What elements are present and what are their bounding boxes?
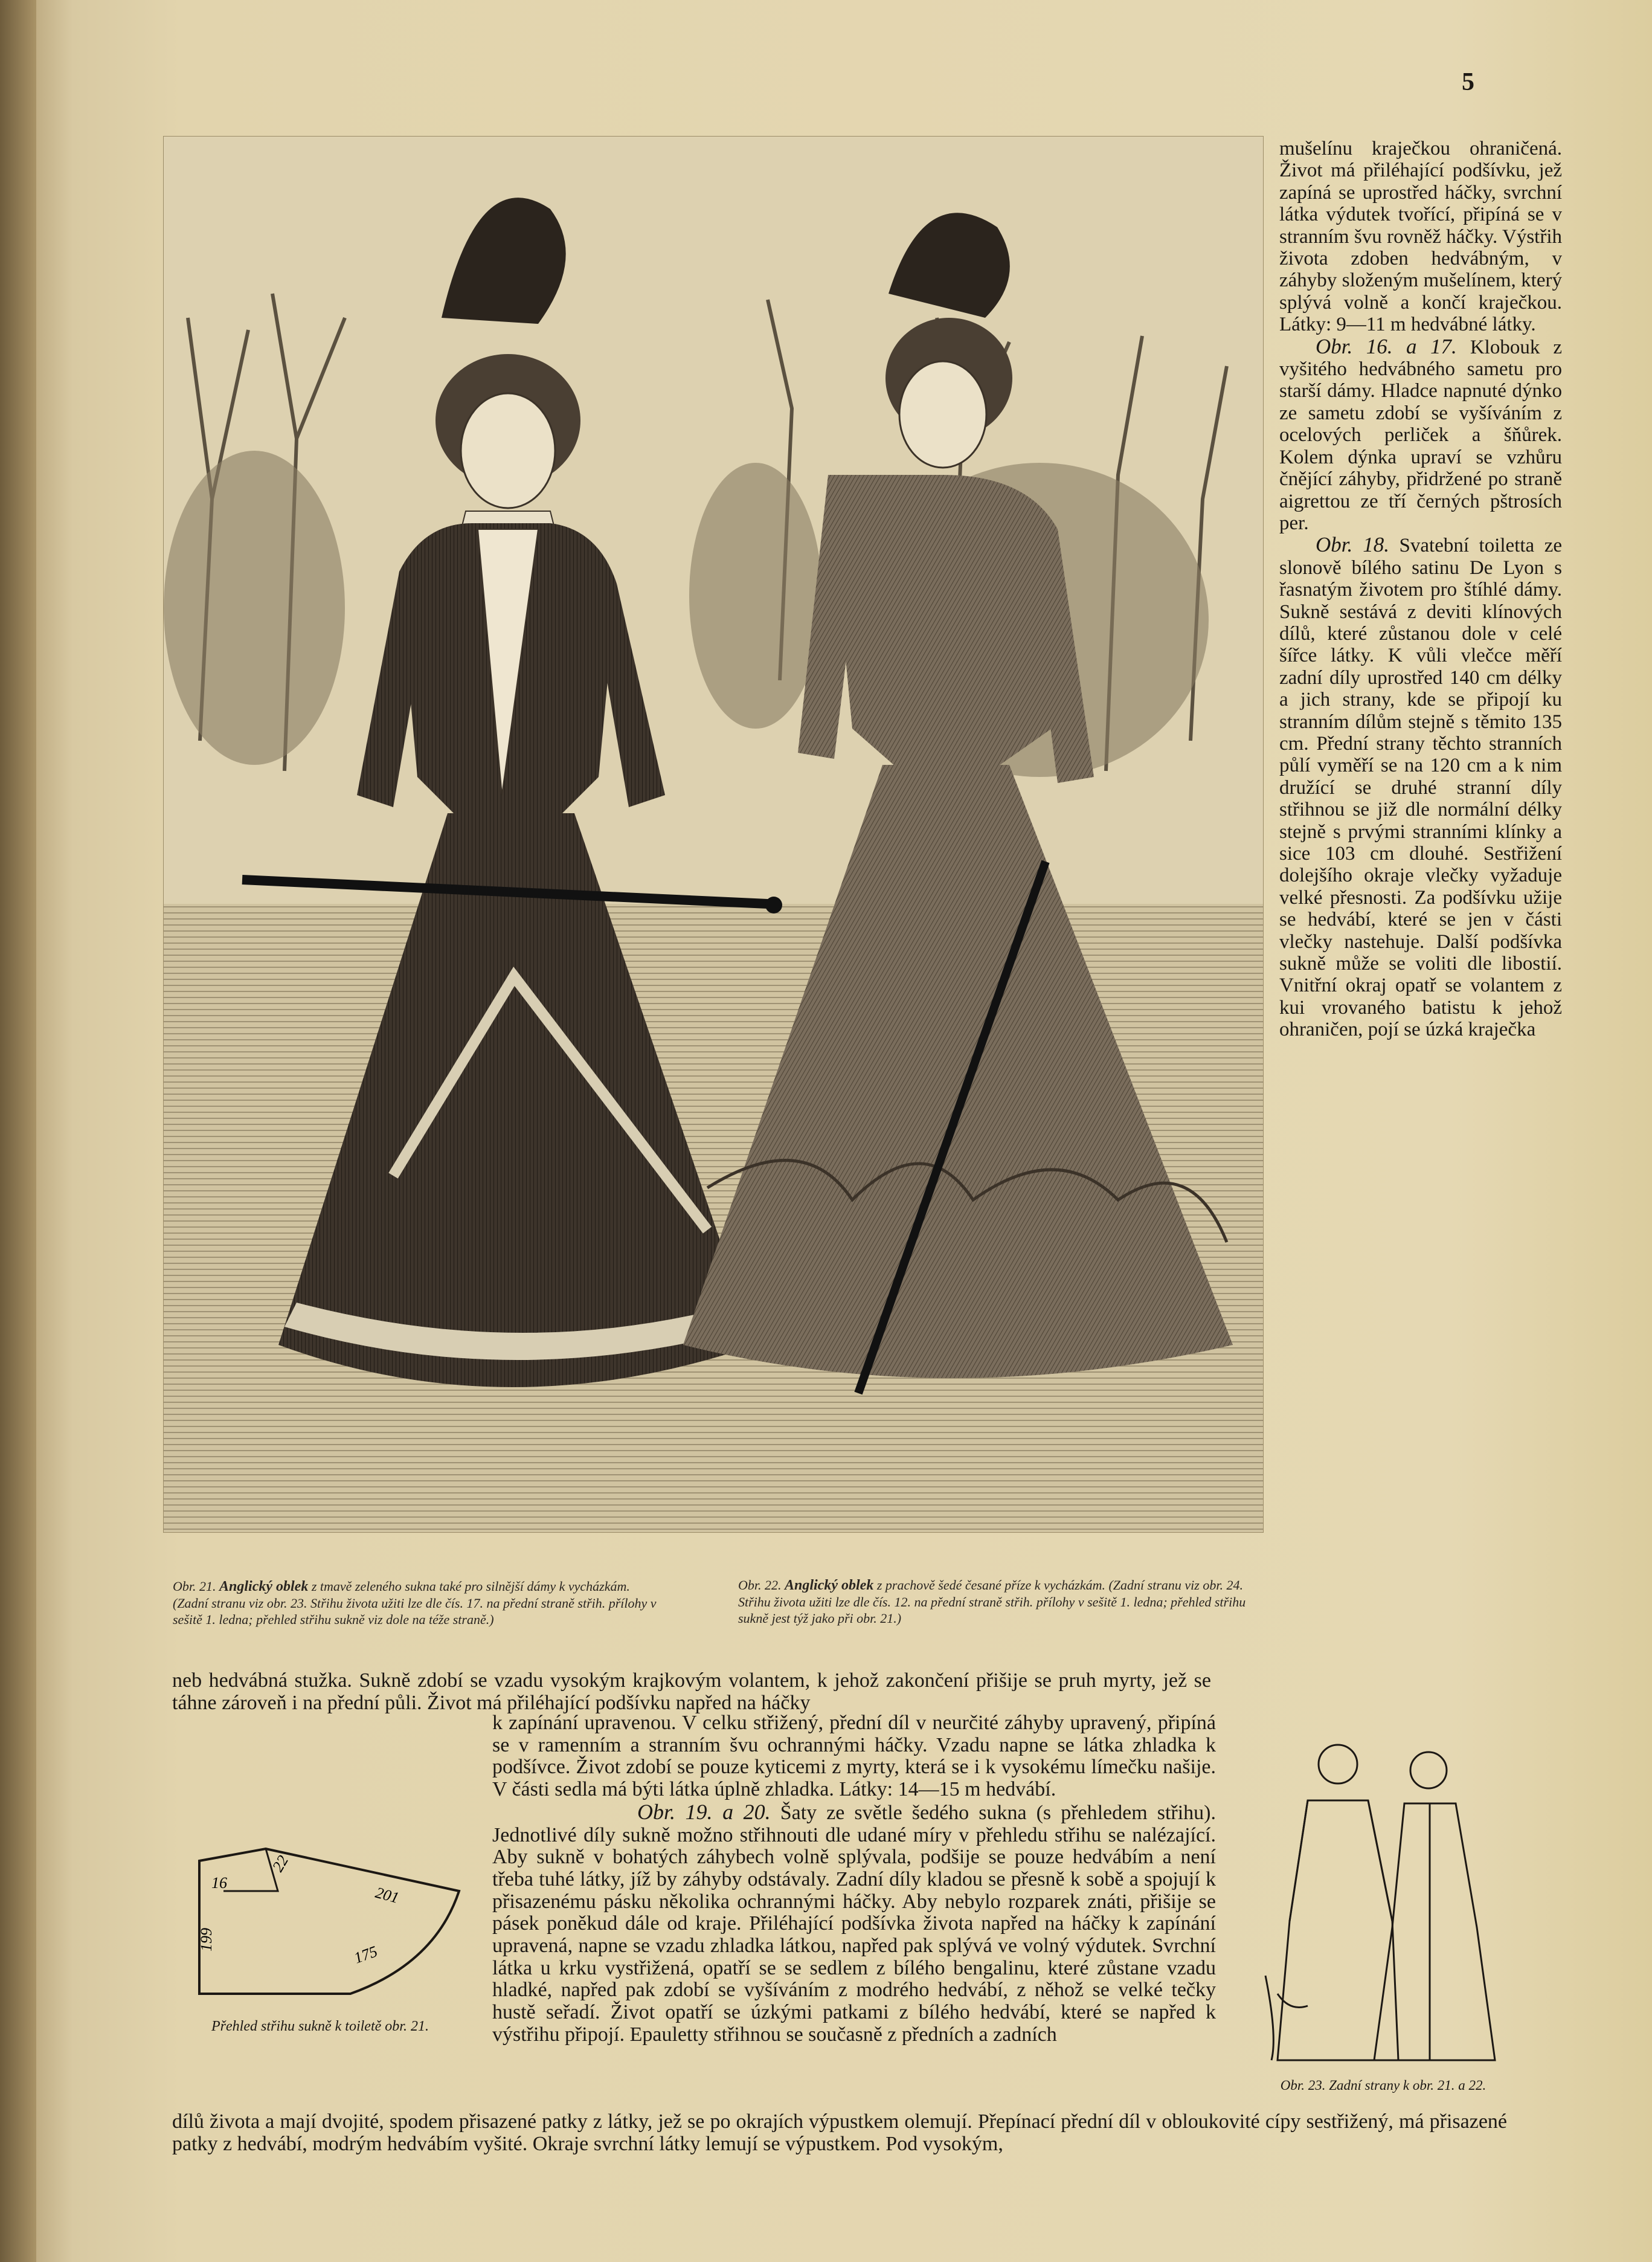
caption-text: z prachově šedé česané příze k vycházkám. (Zadní stranu viz obr. 24. Střihu života užiti lze dle čís. 12. na přední straně střih. přílohy v sešitě 1. ledna; přehled střihu sukně jest týž jako při obr. 21.) [738,1577,1246,1626]
side-paragraph-2: Klobouk z vyšitého hedvábného sametu pro starší dámy. Hladce napnuté dýnko ze sametu zdobí se vyšíváním z ocelových perliček a šňůrek. Kolem dýnka upraví se vzhůru čnějící záhyby, přidržené po straně aigrettou ze tří černých pštrosích per. [1279,336,1562,534]
pattern-label: 16 [211,1874,227,1892]
figure-reference: Obr. 19. a 20. [637,1799,771,1824]
figure-reference: Obr. 18. [1316,533,1390,557]
pattern-label: 201 [373,1883,401,1907]
page-number: 5 [1462,68,1474,96]
indented-paragraph-1: k zapínání upravenou. V celku střižený, přední díl v neurčité záhyby upravený, připíná se v ramenním a stranním švu ochrannými háčky. Vzadu napne se látka zhladka k podšívce. Život zdobí se pouze kyticemi z myrty, která se i k vysokému límečku našije. V části sedla má býti látka úplně zhladka. Látky: 14—15 m hedvábí. [492,1712,1216,1801]
caption-lead: Obr. 22. [738,1577,782,1593]
caption-title: Anglický oblek [785,1577,874,1593]
caption-lead: Obr. 21. [173,1579,216,1594]
side-paragraph-1: mušelínu kraječkou ohraničená. Život má přiléhající podšívku, jež zapíná se uprostřed háčky, svrchní látka výdutek tvořící, připíná se v stranním švu rovněž háčky. Výstřih života zdoben hedvábným, v záhyby složeným mušelínem, který splývá volně a končí kraječkou. Látky: 9—11 m hedvábné látky. [1279,138,1562,336]
back-view-illustration [1253,1722,1507,2066]
pattern-caption: Přehled střihu sukně k toiletě obr. 21. [211,2019,429,2034]
figure-reference: Obr. 16. a 17. [1316,334,1457,358]
pattern-label: 175 [352,1942,380,1967]
main-text-indented [492,1712,1216,2046]
page-gutter [0,0,36,2262]
fashion-plate-illustration [163,136,1264,1533]
side-column-text [1279,138,1562,1041]
side-paragraph-3: Svatební toiletta ze slonově bílého satinu De Lyon s řasnatým životem pro štíhlé dámy. Sukně sestává z deviti klínových dílů, které zůstanou dole v celé šířce látky. K vůli vlečce měří zadní díly uprostřed 140 cm délky a jich strany, kde se připojí ku stranním dílům stejně s těmito 135 cm. Přední strany těchto stranních půlí vyměří se na 120 cm a k nim družící se druhé stranní díly střihnou se již dle normální délky stejně s prvými stranními klínky a sice 103 cm dlouhé. Sestřižení dolejšího okraje vlečky vyžaduje velké přesnosti. Za podšívku užije se hedvábí, které se jen v části vlečky nastehuje. Další podšívka sukně může se voliti dle libostií. Vnitřní okraj opatř se volantem z kui vrovaného batistu k jehož ohraničen, pojí se úzká kraječka [1279,535,1562,1041]
caption-figure-21 [173,1578,668,1628]
caption-figure-22 [738,1577,1258,1626]
skirt-pattern-diagram [175,1825,489,2006]
main-text-top: neb hedvábná stužka. Sukně zdobí se vzadu vysokým krajkovým volantem, k jehož zakončení přišije se pruh myrty, jež se táhne zároveň i na přední půli. Život má přiléhající podšívku napřed na háčky [172,1669,1211,1714]
indented-paragraph-2: Šaty ze světle šedého sukna (s přehledem střihu). Jednotlivé díly sukně možno střihnouti dle udané míry v přehledu střihu se nalézající. Aby sukně v bohatých záhybech volně splývala, podšije se pouze hedvábím a není třeba tuhé látky, jíž by záhyby odstávaly. Zadní díly kladou se přesně k sobě a spojují k přisazenému pásku několika ochrannými háčky. Aby nebylo rozparek znáti, přišije se pásek poněkud dále od kraje. Přiléhající podšívka života napřed na háčky k zapínání upravená, napne se vzadu zhladka látkou, napřed pak splývá ve volný výdutek. Svrchní látka u krku vystřižená, opatří se se sedlem z bílého bengalinu, které zůstane vzadu hladké, napřed pak zdobí se vyšíváním z modrého hedvábí, z něhož se velké tečky hustě seřadí. Život opatří se úzkými patkami z bílého hedvábí, které se napřed k výstřihu připojí. Epauletty střihnou se současně z předních a zadních [492,1801,1216,2046]
back-view-caption: Obr. 23. Zadní strany k obr. 21. a 22. [1280,2078,1486,2093]
main-text-bottom: dílů života a mají dvojité, spodem přisazené patky z látky, jež se po okrajích výpustkem olemují. Přepínací přední díl v obloukovité cípy sestřižený, má přisazené patky z hedvábí, modrým hedvábím vyšité. Okraje svrchní látky lemují se výpustkem. Pod vysokým, [172,2110,1507,2155]
pattern-label: 22 [269,1852,292,1875]
caption-title: Anglický oblek [219,1579,309,1594]
caption-text: z tmavě zeleného sukna také pro silnější dámy k vycházkám. (Zadní stranu viz obr. 23. Střihu života užiti lze dle čís. 17. na přední straně střih. přílohy v sešitě 1. ledna; přehled střihu sukně viz dole na téže straně.) [173,1579,657,1627]
pattern-label: 199 [198,1928,215,1951]
